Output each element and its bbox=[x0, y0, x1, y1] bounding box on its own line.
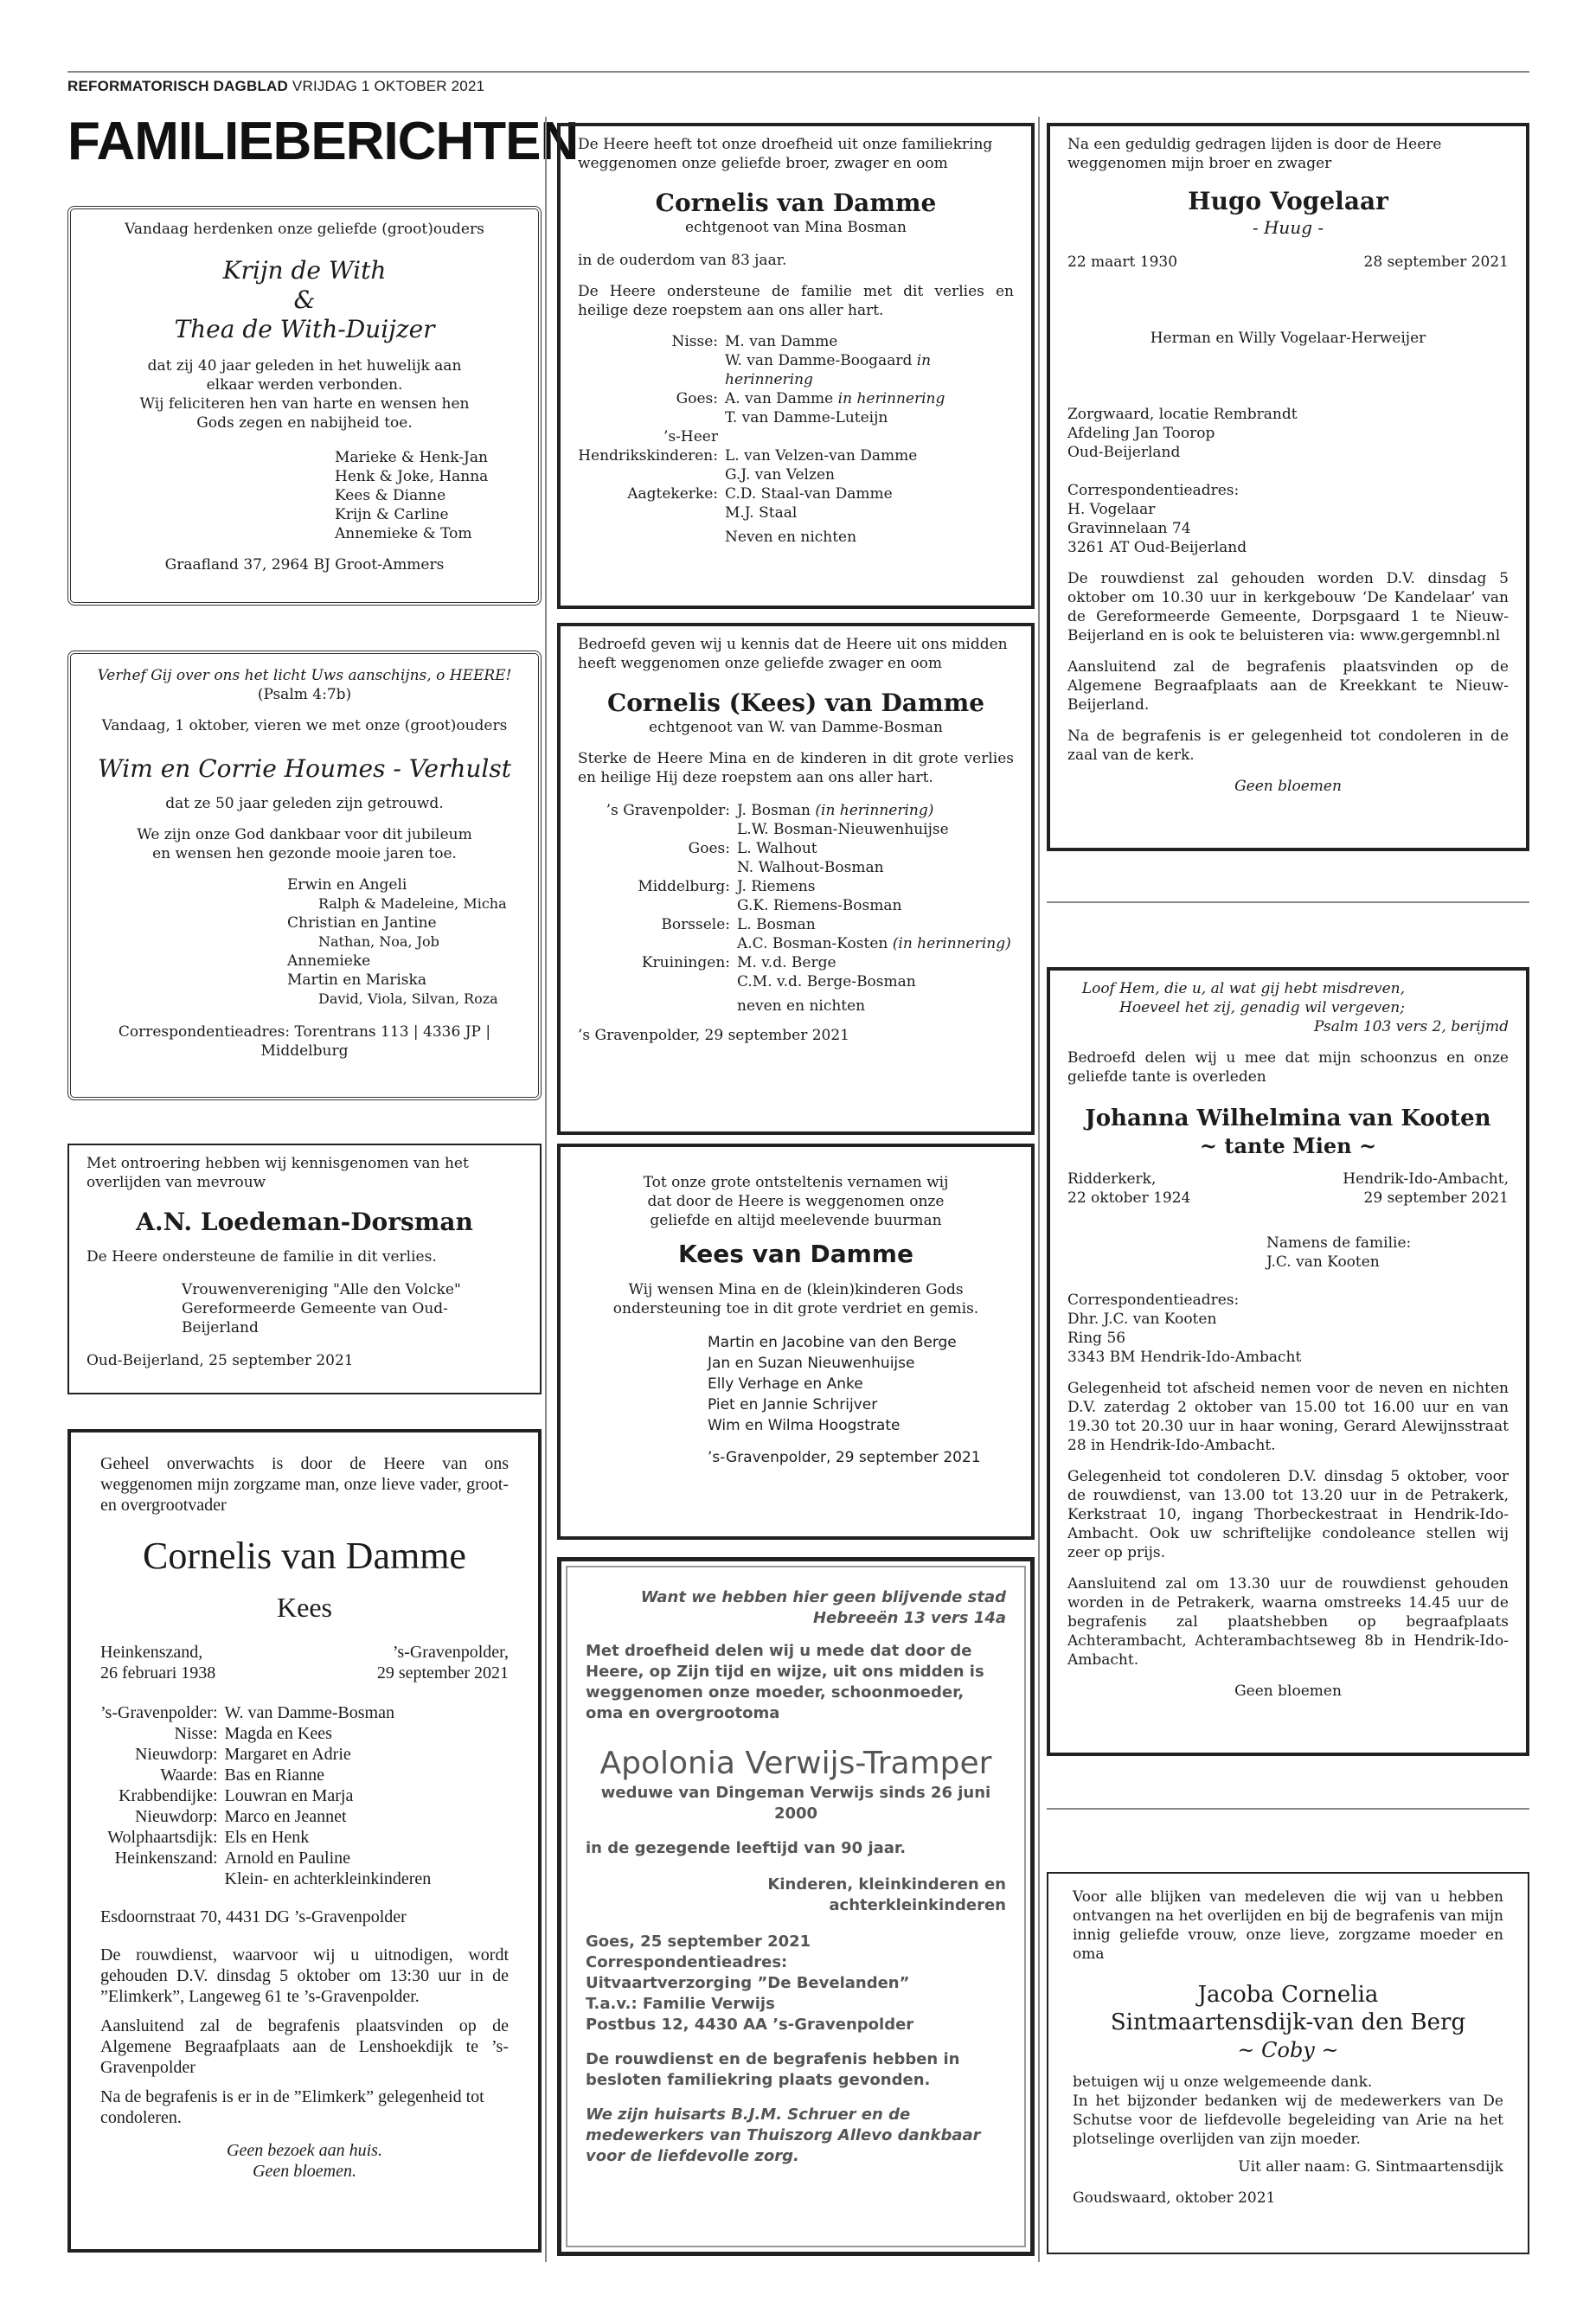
family-member: A.C. Bosman-Kosten bbox=[737, 935, 888, 952]
ad-vogelaar bbox=[1047, 123, 1529, 851]
family-names bbox=[725, 427, 1014, 446]
family-names bbox=[225, 1723, 509, 1744]
ad-paragraph: Gelegenheid tot afscheid nemen voor de neven en nichten D.V. zaterdag 2 oktober van 15.00 tot 16.00 uur en van 19.30 tot 20.30 uur in haar woning, Gerard Alewijnsstraat 28 in Hendrik-Ido-Ambacht. bbox=[1067, 1380, 1509, 1454]
ad-text: In het bijzonder bedanken wij de medewerkers van De Schutse voor de liefdevolle begeleiding van Arie na het plotselinge overlijden van zijn moeder. bbox=[1073, 2093, 1503, 2148]
ad-text: Wij feliciteren hen van harte en wensen hen bbox=[139, 395, 470, 413]
ad-name: Thea de With-Duijzer bbox=[174, 315, 435, 343]
family-member: W. van Damme-Boogaard bbox=[725, 352, 913, 369]
family-place bbox=[578, 408, 718, 427]
ad-van-kooten bbox=[1047, 967, 1529, 1756]
family-name: J.C. van Kooten bbox=[1266, 1253, 1380, 1271]
birth-place: Ridderkerk, bbox=[1067, 1170, 1157, 1188]
birth-date: 22 maart 1930 bbox=[1067, 253, 1178, 271]
death-date: 29 september 2021 bbox=[376, 1663, 509, 1682]
family-names bbox=[225, 1785, 509, 1806]
neighbour-name: Martin en Jacobine van den Berge bbox=[708, 1334, 957, 1351]
ad-age: in de gezegende leeftijd van 90 jaar. bbox=[586, 1839, 907, 1857]
ad-nickname: - Huug - bbox=[1252, 217, 1324, 238]
neighbour-name: Elly Verhage en Anke bbox=[708, 1375, 863, 1393]
ad-paragraph: Na de begrafenis is er gelegenheid tot condoleren in de zaal van de kerk. bbox=[1067, 727, 1509, 764]
family-member: M. van Damme bbox=[725, 333, 838, 350]
family-names bbox=[725, 446, 1014, 465]
family-names bbox=[737, 820, 1014, 839]
neighbour-name: Jan en Suzan Nieuwenhuijse bbox=[708, 1355, 915, 1372]
ad-spouse: echtgenoot van Mina Bosman bbox=[684, 219, 907, 236]
child-name: Christian en Jantine bbox=[287, 914, 437, 932]
ad-name: Sintmaartensdijk-van den Berg bbox=[1110, 2009, 1466, 2035]
column-divider bbox=[545, 117, 547, 2262]
child-name: Annemieke & Tom bbox=[335, 525, 472, 542]
ad-verwijs bbox=[557, 1557, 1035, 2256]
ad-name: Johanna Wilhelmina van Kooten bbox=[1085, 1106, 1491, 1131]
family-place: Nisse: bbox=[174, 1724, 218, 1743]
ad-signature bbox=[87, 1280, 522, 1337]
children-list bbox=[88, 448, 521, 543]
family-member: G.J. van Velzen bbox=[725, 466, 835, 484]
ad-paragraph: We zijn huisarts B.J.M. Schruer en de medewerkers van Thuiszorg Allevo dankbaar voor de liefdevolle zorg. bbox=[586, 2106, 981, 2165]
bible-verse: Verhef Gij over ons het licht Uws aanschijns, o HEERE! bbox=[97, 667, 512, 684]
family-place bbox=[578, 820, 730, 839]
masthead bbox=[67, 78, 484, 95]
family-names bbox=[737, 839, 1014, 858]
family-place: Wolphaartsdijk: bbox=[107, 1828, 218, 1847]
child-name: Martin en Mariska bbox=[287, 971, 426, 989]
family-names bbox=[725, 465, 1014, 484]
family-member: Bas en Rianne bbox=[224, 1766, 325, 1785]
family-names bbox=[737, 915, 1014, 934]
family-names bbox=[225, 1702, 509, 1723]
ad-damme-main bbox=[67, 1429, 542, 2253]
ad-widow: weduwe van Dingeman Verwijs sinds 26 juni 2000 bbox=[600, 1784, 991, 1823]
child-name: Erwin en Angeli bbox=[287, 876, 407, 894]
location-line: Afdeling Jan Toorop bbox=[1067, 425, 1215, 442]
family-note: (in herinnering) bbox=[892, 935, 1011, 952]
ad-text: We zijn onze God dankbaar voor dit jubileum bbox=[137, 826, 472, 843]
family-names bbox=[225, 1806, 509, 1827]
ad-intro: Voor alle blijken van medeleven die wij van u hebben ontvangen na het overlijden en bij de begrafenis van mijn innig geliefde vrouw, onze lieve, zorgzame moeder en oma bbox=[1073, 1888, 1503, 1963]
ad-paragraph: Aansluitend zal de begrafenis plaatsvinden op de Algemene Begraafplaats aan de Lenshoekdijk te ’s-Gravenpolder bbox=[100, 2016, 509, 2077]
closing-note: neven en nichten bbox=[737, 997, 866, 1015]
ad-text: elkaar werden verbonden. bbox=[206, 376, 403, 394]
verse-reference: Hebreeën 13 vers 14a bbox=[812, 1609, 1006, 1627]
family-note: in herinnering bbox=[725, 352, 932, 388]
ad-intro: Bedroefd delen wij u mee dat mijn schoonzus en onze geliefde tante is overleden bbox=[1067, 1049, 1509, 1086]
family-place bbox=[578, 934, 730, 953]
ad-de-with bbox=[67, 206, 542, 606]
ad-paragraph: De rouwdienst en de begrafenis hebben in besloten familiekring plaats gevonden. bbox=[586, 2050, 960, 2089]
family-list bbox=[100, 1702, 509, 1889]
family-member: G.K. Riemens-Bosman bbox=[737, 897, 902, 914]
corr-line: Dhr. J.C. van Kooten bbox=[1067, 1311, 1217, 1328]
child-name: Annemieke bbox=[287, 952, 371, 970]
family-place bbox=[578, 972, 730, 991]
ad-text: ondersteuning toe in dit grote verdriet en gemis. bbox=[612, 1300, 979, 1317]
family-member: Magda en Kees bbox=[224, 1724, 332, 1743]
family-names bbox=[225, 1848, 509, 1868]
section-title: FAMILIEBERICHTEN bbox=[67, 112, 579, 171]
location-line: Zorgwaard, locatie Rembrandt bbox=[1067, 406, 1298, 423]
family-place: Nieuwdorp: bbox=[134, 1807, 218, 1826]
family-member: Marco en Jeannet bbox=[224, 1807, 347, 1826]
paper-name: REFORMATORISCH DAGBLAD bbox=[67, 78, 288, 94]
ad-intro: Tot onze grote ontsteltenis vernamen wij bbox=[643, 1174, 949, 1191]
ad-intro: Vandaag herdenken onze geliefde (groot)ouders bbox=[125, 221, 484, 238]
family-member: J. Riemens bbox=[737, 878, 816, 895]
ad-text: Gods zegen en nabijheid toe. bbox=[196, 414, 413, 432]
location-line: Oud-Beijerland bbox=[1067, 444, 1181, 461]
family-place: Goes: bbox=[676, 390, 718, 407]
family-names bbox=[725, 351, 1014, 389]
birth-date: 26 februari 1938 bbox=[100, 1663, 216, 1682]
family-names bbox=[225, 1827, 509, 1848]
family-place bbox=[578, 858, 730, 877]
ad-intro: geliefde en altijd meelevende buurman bbox=[650, 1212, 942, 1229]
family-place bbox=[578, 465, 718, 484]
ad-paragraph: Aansluitend zal de begrafenis plaatsvinden op de Algemene Begraafplaats aan de Kreekkant te Nieuw-Beijerland. bbox=[1067, 658, 1509, 714]
family-member: L. van Velzen-van Damme bbox=[725, 447, 918, 465]
family-place: Middelburg: bbox=[638, 878, 730, 895]
ad-text: in de ouderdom van 83 jaar. bbox=[578, 252, 787, 269]
family-names bbox=[725, 503, 1014, 522]
family-member: L. Bosman bbox=[737, 916, 816, 933]
child-name: Marieke & Henk-Jan bbox=[335, 449, 488, 466]
family-member: L. Walhout bbox=[737, 840, 817, 857]
family-member: T. van Damme-Luteijn bbox=[725, 409, 888, 426]
ad-intro: Met droefheid delen wij u mede dat door de Heere, op Zijn tijd en wijze, uit ons midden is weggenomen onze moeder, schoonmoeder, oma en overgrootoma bbox=[586, 1642, 984, 1722]
family-names bbox=[737, 858, 1014, 877]
ad-intro: dat door de Heere is weggenomen onze bbox=[647, 1193, 945, 1210]
closing-note: Neven en nichten bbox=[725, 529, 857, 546]
ampersand: & bbox=[293, 285, 316, 314]
family-list bbox=[578, 801, 1014, 991]
place-date: Oud-Beijerland, 25 september 2021 bbox=[87, 1352, 354, 1369]
ad-text: Sterke de Heere Mina en de kinderen in dit grote verlies en heilige Hij deze roepstem aan ons aller hart. bbox=[578, 750, 1014, 786]
ad-paragraph: De rouwdienst zal gehouden worden D.V. dinsdag 5 oktober om 10.30 uur in kerkgebouw ‘De Kandelaar’ van de Gereformeerde Gemeente, Dorpsgaard 1 te Nieuw-Beijerland en is ook te beluisteren via: www.gergemnbl.nl bbox=[1067, 570, 1509, 644]
ad-spouse: echtgenoot van W. van Damme-Bosman bbox=[649, 719, 943, 736]
ad-address: Correspondentieadres: Torentrans 113 | 4336 JP | Middelburg bbox=[118, 1023, 491, 1060]
family-names bbox=[725, 389, 1014, 408]
ad-name: Kees van Damme bbox=[678, 1240, 913, 1268]
corr-line: H. Vogelaar bbox=[1067, 501, 1156, 518]
family-member: Els en Henk bbox=[224, 1828, 310, 1847]
grandchildren-names: Nathan, Noa, Job bbox=[318, 933, 439, 950]
family-member: J. Bosman bbox=[737, 802, 811, 819]
verse-reference: (Psalm 4:7b) bbox=[257, 686, 352, 703]
corr-line: Uitvaartverzorging ”De Bevelanden” bbox=[586, 1974, 910, 1992]
neighbour-name: Wim en Wilma Hoogstrate bbox=[708, 1417, 901, 1434]
ad-address: Esdoornstraat 70, 4431 DG ’s-Gravenpolder bbox=[100, 1907, 407, 1926]
bible-verse: Want we hebben hier geen blijvende stad bbox=[640, 1588, 1006, 1606]
place-date: ’s Gravenpolder, 29 september 2021 bbox=[578, 1027, 850, 1044]
family-list bbox=[88, 875, 521, 1009]
ad-name: A.N. Loedeman-Dorsman bbox=[136, 1208, 473, 1236]
life-dates bbox=[100, 1642, 509, 1683]
family-place: Krabbendijke: bbox=[119, 1786, 218, 1805]
corr-line: Postbus 12, 4430 AA ’s-Gravenpolder bbox=[586, 2016, 914, 2034]
family-names bbox=[225, 1744, 509, 1765]
family-place: ’s Gravenpolder: bbox=[606, 802, 730, 819]
ad-sintmaartensdijk bbox=[1047, 1872, 1529, 2254]
child-name: Kees & Dianne bbox=[335, 487, 446, 504]
ad-family: Kinderen, kleinkinderen en achterkleinkinderen bbox=[767, 1875, 1006, 1914]
family-names bbox=[725, 332, 1014, 351]
grandchildren-names: Ralph & Madeleine, Micha bbox=[318, 895, 507, 912]
ad-intro: De Heere heeft tot onze droefheid uit onze familiekring weggenomen onze geliefde broer, zwager en oom bbox=[578, 136, 993, 172]
corr-label: Correspondentieadres: bbox=[1067, 1292, 1240, 1309]
ad-name: Krijn de With bbox=[222, 256, 387, 285]
verse-line: Hoeveel het zij, genadig wil vergeven; bbox=[1119, 999, 1405, 1016]
ad-text: Wij wensen Mina en de (klein)kinderen Gods bbox=[628, 1281, 964, 1298]
closing-note: Geen bloemen bbox=[1234, 1682, 1342, 1700]
family-names bbox=[725, 484, 1014, 503]
issue-date: VRIJDAG 1 OKTOBER 2021 bbox=[292, 78, 485, 94]
birth-place: Heinkenszand, bbox=[100, 1643, 203, 1662]
corr-line: 3343 BM Hendrik-Ido-Ambacht bbox=[1067, 1349, 1302, 1366]
ad-intro: Bedroefd geven wij u kennis dat de Heere uit ons midden heeft weggenomen onze geliefde zwager en oom bbox=[578, 636, 1008, 672]
closing-note: Geen bloemen. bbox=[253, 2162, 356, 2181]
family-member: W. van Damme-Bosman bbox=[224, 1703, 394, 1722]
life-dates bbox=[1067, 253, 1509, 272]
life-dates bbox=[1067, 1170, 1509, 1208]
ad-name: Cornelis (Kees) van Damme bbox=[606, 689, 985, 717]
ad-name: Jacoba Cornelia bbox=[1197, 1982, 1379, 2008]
verse-reference: Psalm 103 vers 2, berijmd bbox=[1314, 1018, 1509, 1035]
family-place: Borssele: bbox=[661, 916, 730, 933]
ad-signature bbox=[1067, 1234, 1509, 1272]
family-names bbox=[737, 896, 1014, 915]
family-place: Nieuwdorp: bbox=[134, 1745, 218, 1764]
family-names bbox=[225, 1765, 509, 1785]
ad-nickname: Kees bbox=[277, 1592, 332, 1623]
ad-family: Herman en Willy Vogelaar-Herweijer bbox=[1150, 330, 1426, 347]
corr-line: Ring 56 bbox=[1067, 1330, 1126, 1347]
family-names bbox=[737, 972, 1014, 991]
place-date: Goes, 25 september 2021 bbox=[586, 1932, 811, 1951]
family-place: Goes: bbox=[688, 840, 730, 857]
family-member: C.M. v.d. Berge-Bosman bbox=[737, 973, 916, 990]
death-place: Hendrik-Ido-Ambacht, bbox=[1343, 1170, 1509, 1188]
family-place: ’s-Gravenpolder: bbox=[100, 1703, 218, 1722]
ad-name: Hugo Vogelaar bbox=[1188, 187, 1388, 215]
death-date: 28 september 2021 bbox=[1363, 253, 1509, 271]
ad-paragraph: Aansluitend zal om 13.30 uur de rouwdienst gehouden worden in de Petrakerk, waarna omstreeks 14.45 uur de begrafenis zal plaatshebben op begraafplaats Achterambacht, Achterambachtseweg 8b in Hendrik-Ido-Ambacht. bbox=[1067, 1575, 1509, 1669]
family-note: (in herinnering) bbox=[815, 802, 934, 819]
family-list bbox=[578, 332, 1014, 522]
family-place: Kruiningen: bbox=[641, 954, 730, 971]
corr-line: T.a.v.: Familie Verwijs bbox=[586, 1995, 775, 2013]
birth-date: 22 oktober 1924 bbox=[1067, 1189, 1191, 1207]
child-name: Henk & Joke, Hanna bbox=[335, 468, 489, 485]
family-member: L.W. Bosman-Nieuwenhuijse bbox=[737, 821, 949, 838]
column-divider bbox=[1038, 117, 1040, 2262]
ad-text: De Heere ondersteune de familie in dit verlies. bbox=[87, 1248, 437, 1266]
family-place: Nisse: bbox=[671, 333, 718, 350]
ad-name: Cornelis van Damme bbox=[655, 189, 937, 217]
ad-name: Wim en Corrie Houmes - Verhulst bbox=[98, 754, 511, 783]
ad-intro: Met ontroering hebben wij kennisgenomen van het overlijden van mevrouw bbox=[87, 1155, 469, 1191]
ad-intro: Geheel onverwachts is door de Heere van ons weggenomen mijn zorgzame man, onze lieve vader, groot- en overgrootvader bbox=[100, 1454, 509, 1515]
ad-loedeman bbox=[67, 1144, 542, 1394]
family-names bbox=[737, 801, 1014, 820]
family-names bbox=[737, 953, 1014, 972]
grandchildren-names: David, Viola, Silvan, Roza bbox=[318, 990, 498, 1007]
ad-damme-broer bbox=[557, 123, 1035, 609]
family-place: Heinkenszand: bbox=[114, 1849, 218, 1868]
corr-label: Correspondentieadres: bbox=[1067, 482, 1240, 499]
ad-name: Cornelis van Damme bbox=[143, 1535, 466, 1577]
family-names bbox=[737, 877, 1014, 896]
family-place: Aagtekerke: bbox=[627, 485, 718, 503]
ad-text: en wensen hen gezonde mooie jaren toe. bbox=[152, 845, 457, 862]
death-date: 29 september 2021 bbox=[1363, 1189, 1509, 1207]
family-names bbox=[225, 1868, 509, 1889]
death-place: ’s-Gravenpolder, bbox=[392, 1643, 509, 1662]
family-place bbox=[578, 503, 718, 522]
family-member: Louwran en Marja bbox=[224, 1786, 354, 1805]
family-place: ’s-Heer bbox=[663, 428, 718, 445]
header-rule bbox=[67, 71, 1529, 73]
family-member: N. Walhout-Bosman bbox=[737, 859, 884, 876]
family-member: A. van Damme bbox=[725, 390, 834, 407]
ad-text: dat zij 40 jaar geleden in het huwelijk aan bbox=[147, 357, 462, 375]
family-place bbox=[578, 896, 730, 915]
ad-paragraph: Gelegenheid tot condoleren D.V. dinsdag 5 oktober, voor de rouwdienst, van 13.00 tot 13.20 uur in de Petrakerk, Kerkstraat 10, ingang Thorbeckestraat in Hendrik-Ido-Ambacht. Ook uw schriftelijke condoleance stellen wij zeer op prijs. bbox=[1067, 1468, 1509, 1561]
ad-kees-buurman bbox=[557, 1144, 1035, 1540]
family-place: Hendrikskinderen: bbox=[578, 447, 718, 465]
ad-text: betuigen wij u onze welgemeende dank. bbox=[1073, 2073, 1373, 2091]
separator-rule bbox=[1047, 901, 1529, 903]
child-name: Krijn & Carline bbox=[335, 506, 449, 523]
ad-houmes bbox=[67, 651, 542, 1100]
corr-line: Gravinnelaan 74 bbox=[1067, 520, 1191, 537]
neighbour-list bbox=[578, 1332, 1014, 1436]
ad-address: Graafland 37, 2964 BJ Groot-Ammers bbox=[164, 556, 445, 574]
ad-intro: Na een geduldig gedragen lijden is door de Heere weggenomen mijn broer en zwager bbox=[1067, 136, 1442, 172]
org-name: Gereformeerde Gemeente van Oud-Beijerland bbox=[182, 1300, 448, 1336]
ad-intro: Vandaag, 1 oktober, vieren we met onze (groot)ouders bbox=[101, 717, 508, 734]
family-label: Namens de familie: bbox=[1266, 1234, 1412, 1252]
corr-label: Correspondentieadres: bbox=[586, 1953, 788, 1971]
family-place bbox=[100, 1868, 218, 1889]
ad-damme-kees bbox=[557, 623, 1035, 1135]
family-member: C.D. Staal-van Damme bbox=[725, 485, 893, 503]
ad-paragraph: Na de begrafenis is er in de ”Elimkerk” gelegenheid tot condoleren. bbox=[100, 2087, 484, 2127]
family-place: Waarde: bbox=[160, 1766, 218, 1785]
family-member: Klein- en achterkleinkinderen bbox=[224, 1869, 432, 1888]
closing-note: Geen bezoek aan huis. bbox=[227, 2141, 382, 2160]
family-member: Arnold en Pauline bbox=[224, 1849, 351, 1868]
family-names bbox=[737, 934, 1014, 953]
separator-rule bbox=[1047, 1808, 1529, 1810]
family-member: Margaret en Adrie bbox=[224, 1745, 351, 1764]
ad-nickname: ~ tante Mien ~ bbox=[1199, 1133, 1377, 1158]
family-member: M.J. Staal bbox=[725, 504, 798, 522]
corr-line: 3261 AT Oud-Beijerland bbox=[1067, 539, 1247, 556]
ad-paragraph: De rouwdienst, waarvoor wij u uitnodigen, wordt gehouden D.V. dinsdag 5 oktober om 13:30 uur in de ”Elimkerk”, Langeweg 61 te ’s-Gravenpolder. bbox=[100, 1945, 509, 2006]
family-member: M. v.d. Berge bbox=[737, 954, 836, 971]
family-place bbox=[578, 351, 718, 389]
place-date: ’s-Gravenpolder, 29 september 2021 bbox=[708, 1449, 981, 1466]
ad-nickname: ~ Coby ~ bbox=[1237, 2038, 1339, 2062]
ad-name: Apolonia Verwijs-Tramper bbox=[599, 1746, 992, 1781]
family-note: in herinnering bbox=[837, 390, 945, 407]
org-name: Vrouwenvereniging "Alle den Volcke" bbox=[182, 1281, 461, 1298]
verse-line: Loof Hem, die u, al wat gij hebt misdreven, bbox=[1081, 980, 1405, 997]
ad-signature: Uit aller naam: G. Sintmaartensdijk bbox=[1238, 2158, 1503, 2176]
family-names bbox=[725, 408, 1014, 427]
ad-text: dat ze 50 jaar geleden zijn getrouwd. bbox=[165, 795, 444, 812]
closing-note: Geen bloemen bbox=[1234, 778, 1342, 795]
place-date: Goudswaard, oktober 2021 bbox=[1073, 2189, 1276, 2207]
ad-text: De Heere ondersteune de familie met dit verlies en heilige deze roepstem aan ons aller hart. bbox=[578, 283, 1014, 319]
neighbour-name: Piet en Jannie Schrijver bbox=[708, 1396, 878, 1413]
